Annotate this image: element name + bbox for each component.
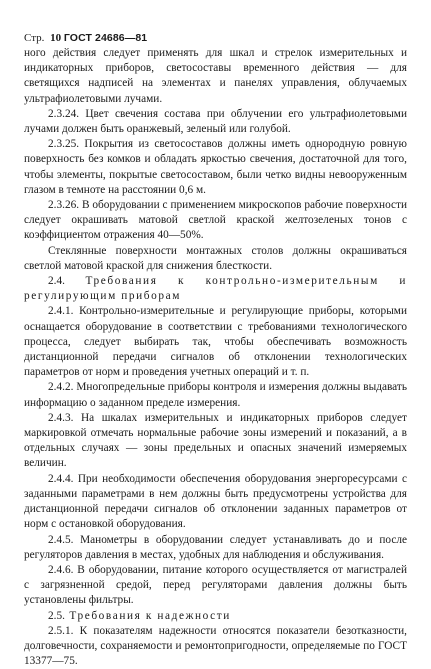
section-title: Требования к надежности (69, 609, 231, 622)
clause-2-3-25: 2.3.25. Покрытия из светосоставов должны иметь однородную ровную поверхность без комков и обладать яркостью свечения, достаточной для того, чтобы элементы, покрытые светосоставом, были четко видны невооруженным глазом в темноте на расстоянии 0,6 м. (24, 138, 407, 196)
clause-2-3-24: 2.3.24. Цвет свечения состава при облучении его ультрафиолетовыми лучами должен быть оранжевый, зеленый или голубой. (24, 107, 407, 136)
section-heading-2-5 (24, 609, 407, 624)
standard-designation: ГОСТ 24686—81 (63, 32, 148, 44)
clause-2-4-6: 2.4.6. В оборудовании, питание которого осуществляется от магистралей с загрязненной средой, перед регуляторами давления должны быть установлены фильтры. (24, 563, 407, 607)
clause-2-4-1: 2.4.1. Контрольно-измерительные и регулирующие приборы, которыми оснащается оборудование в соответствии с требованиями технологического процесса, следует выбирать так, чтобы обеспечивать возможность дистанционной передачи сигналов об отклонении технологических параметров от норм и проведения учетных операций и т. п. (24, 305, 407, 379)
clause-2-4-4: 2.4.4. При необходимости обеспечения оборудования энергоресурсами с заданными параметрами в нем должны быть предусмотрены устройства для дистанционной передачи сигналов об отклонении заданных параметров от норм с остановкой оборудования. (24, 472, 407, 531)
paragraph-glass-surfaces: Стеклянные поверхности монтажных столов должны окрашиваться светлой матовой краской для снижения блесткости. (24, 244, 407, 272)
page-header (24, 31, 407, 46)
section-number: 2.5. (48, 609, 65, 622)
page-number: 10 (50, 32, 62, 44)
section-number: 2.4. (48, 275, 65, 288)
paragraph-continuation: ного действия следует применять для шкал и стрелок измерительных и индикаторных приборов, светосоставы временного действия — для светящихся надписей на элементах и панелях управления, облучаемых ультрафиолетовыми лучами. (24, 47, 407, 105)
clause-2-3-26: 2.3.26. В оборудовании с применением микроскопов рабочие поверхности следует окрашивать матовой светлой краской желтозеленых тонов с коэффициентом отражения 40—50%. (24, 199, 407, 242)
section-heading-2-4 (24, 274, 407, 304)
clause-2-5-1: 2.5.1. К показателям надежности относятся показатели безотказности, долговечности, сохраняемости и ремонтопригодности, определяемые по ГОСТ 13377—75. (24, 624, 407, 668)
clause-2-4-5: 2.4.5. Манометры в оборудовании следует устанавливать до и после регуляторов давления в местах, удобных для наблюдения и обслуживания. (24, 533, 407, 561)
clause-2-4-2: 2.4.2. Многопредельные приборы контроля и измерения должны выдавать информацию о заданном пределе измерения. (24, 381, 407, 409)
page-prefix: Стр. (24, 32, 45, 44)
clause-2-4-3: 2.4.3. На шкалах измерительных и индикаторных приборов следует маркировкой отмечать нормальные рабочие зоны измерений и показаний, а в отдельных случаях — зоны предельных и опасных значений измеряемых величин. (24, 411, 407, 470)
section-title: Требования к контрольно-измерительным и регулирующим приборам (24, 275, 407, 303)
